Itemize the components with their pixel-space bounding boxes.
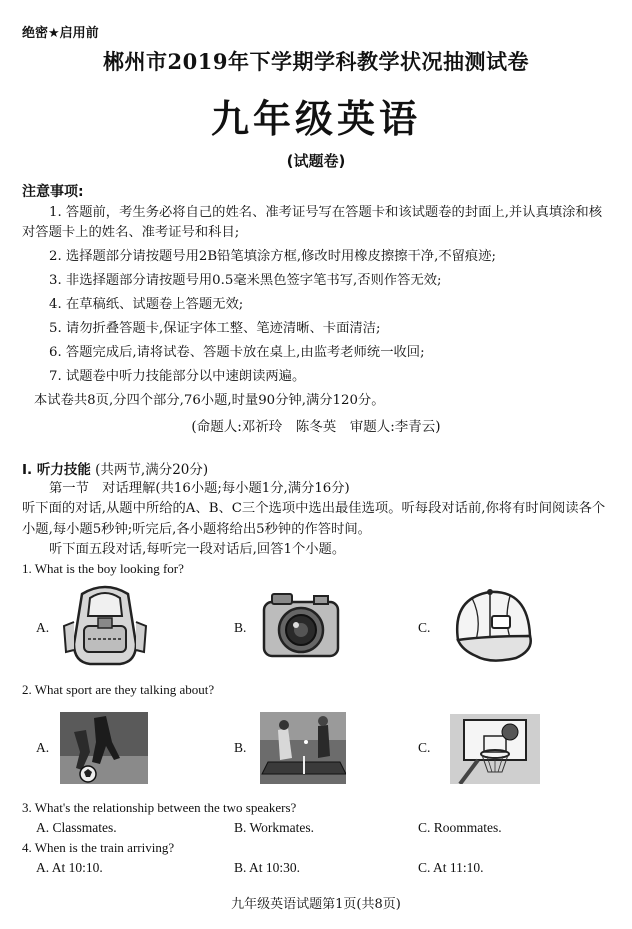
option-label[interactable]: C. bbox=[418, 620, 431, 635]
option-b[interactable]: B. Workmates. bbox=[234, 820, 315, 835]
table-tennis-icon bbox=[260, 712, 346, 784]
secret-label: 绝密★启用前 bbox=[22, 26, 99, 41]
option-label[interactable]: C. bbox=[418, 740, 431, 755]
option-c[interactable]: C. Roommates. bbox=[418, 820, 502, 835]
authors-line: (命题人:邓祈玲 陈冬英 审题人:李青云) bbox=[191, 419, 441, 435]
instructions-2: 听下面五段对话,每听完一段对话后,回答1个小题。 bbox=[49, 542, 346, 557]
option-a[interactable]: A. Classmates. bbox=[36, 820, 117, 835]
question-4: 4. When is the train arriving? bbox=[22, 840, 175, 855]
option-label[interactable]: A. bbox=[36, 620, 50, 635]
option-label[interactable]: B. bbox=[234, 740, 247, 755]
note-item: 3. 非选择题部分请按题号用0.5毫米黑色签字笔书写,否则作答无效; bbox=[49, 273, 442, 288]
subject-title: 九年级英语 bbox=[210, 97, 421, 141]
instructions-1 bbox=[22, 498, 612, 540]
question-2: 2. What sport are they talking about? bbox=[22, 682, 215, 697]
notes-list bbox=[22, 203, 610, 415]
instructions-1-text: 听下面的对话,从题中所给的A、B、C三个选项中选出最佳选项。听每段对话前,你将有时间阅读各个小题,每小题5秒钟;听完后,各小题将给出5秒钟的作答时间。 bbox=[22, 501, 606, 537]
option-c[interactable]: C. At 11:10. bbox=[418, 860, 484, 875]
basketball-hoop-icon bbox=[450, 714, 540, 784]
section-meta: (共两节,满分20分) bbox=[95, 462, 209, 478]
notes-title: 注意事项: bbox=[22, 184, 84, 200]
question-3: 3. What's the relationship between the two speakers? bbox=[22, 800, 297, 815]
note-item: 7. 试题卷中听力技能部分以中速朗读两遍。 bbox=[49, 369, 306, 384]
soccer-icon bbox=[60, 712, 148, 784]
exam-summary: 本试卷共8页,分四个部分,76小题,时量90分钟,满分120分。 bbox=[34, 393, 385, 408]
note-item: 5. 请勿折叠答题卡,保证字体工整、笔迹清晰、卡面清洁; bbox=[49, 321, 381, 336]
page-footer: 九年级英语试题第1页(共8页) bbox=[231, 897, 401, 912]
option-label[interactable]: A. bbox=[36, 740, 50, 755]
paper-type: (试题卷) bbox=[286, 152, 346, 170]
exam-title: 郴州市2019年下学期学科教学状况抽测试卷 bbox=[103, 49, 529, 74]
section-title: Ⅰ. 听力技能 bbox=[22, 462, 91, 478]
section-heading bbox=[22, 458, 208, 478]
note-item: 6. 答题完成后,请将试卷、答题卡放在桌上,由监考老师统一收回; bbox=[49, 345, 425, 360]
part-heading: 第一节 对话理解(共16小题;每小题1分,满分16分) bbox=[49, 481, 350, 496]
basketball-photo bbox=[450, 714, 540, 784]
cap-icon bbox=[446, 584, 538, 668]
camera-icon bbox=[260, 588, 342, 660]
note-item: 4. 在草稿纸、试题卷上答题无效; bbox=[49, 297, 244, 312]
option-b[interactable]: B. At 10:30. bbox=[234, 860, 301, 875]
note-item: 1. 答题前，考生务必将自己的姓名、准考证号写在答题卡和该试题卷的封面上,并认真填涂和核对答题卡上的姓名、准考证号和科目; bbox=[22, 205, 603, 240]
table-tennis-photo bbox=[260, 712, 346, 784]
option-label[interactable]: B. bbox=[234, 620, 247, 635]
option-a[interactable]: A. At 10:10. bbox=[36, 860, 103, 875]
soccer-photo bbox=[60, 712, 148, 784]
question-1: 1. What is the boy looking for? bbox=[22, 561, 184, 576]
backpack-icon bbox=[60, 582, 150, 668]
note-item: 2. 选择题部分请按题号用2B铅笔填涂方框,修改时用橡皮擦擦干净,不留痕迹; bbox=[49, 249, 496, 264]
